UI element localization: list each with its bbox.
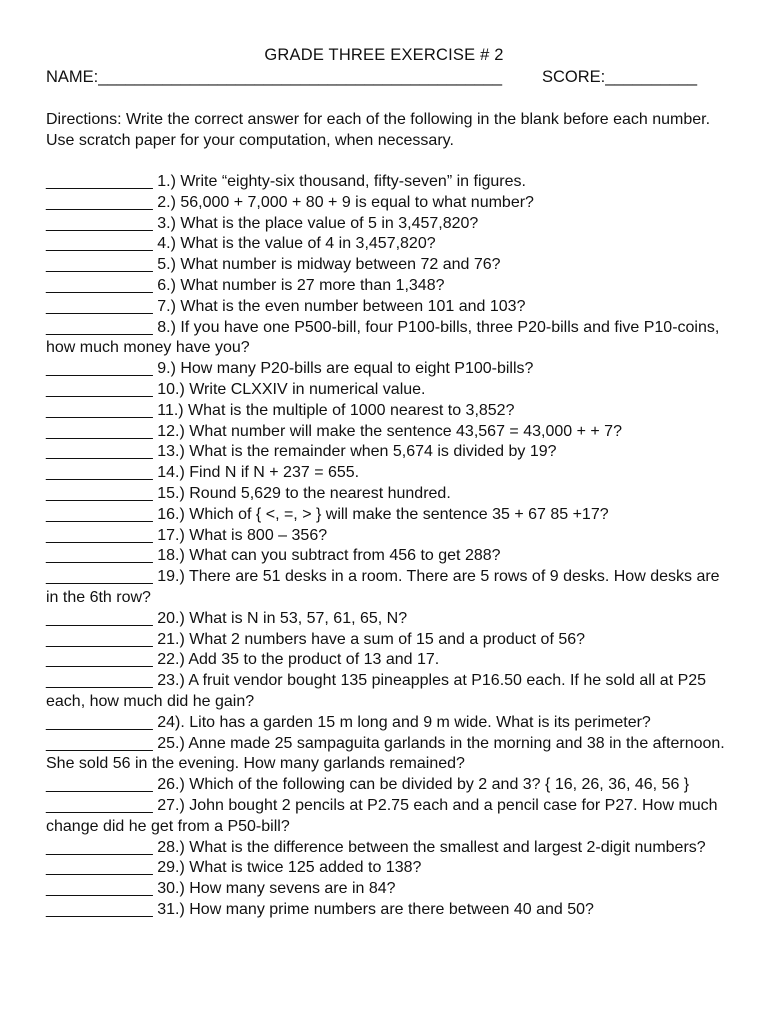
question-item: ____________ 29.) What is twice 125 added to 138?: [46, 859, 422, 877]
question-item: ____________ 11.) What is the multiple of 1000 nearest to 3,852?: [46, 401, 515, 419]
page-title: GRADE THREE EXERCISE # 2: [264, 46, 504, 64]
question-item: ____________ 27.) John bought 2 pencils at P2.75 each and a pencil case for P27. How much change did he get from a P50-bill?: [46, 796, 718, 835]
question-item: ____________ 13.) What is the remainder when 5,674 is divided by 19?: [46, 443, 557, 461]
question-item: ____________ 8.) If you have one P500-bill, four P100-bills, three P20-bills and five P10-coins, how much money have you?: [46, 318, 720, 357]
question-item: ____________ 18.) What can you subtract from 456 to get 288?: [46, 547, 501, 565]
question-item: ____________ 5.) What number is midway between 72 and 76?: [46, 256, 501, 274]
question-item: ____________ 20.) What is N in 53, 57, 61, 65, N?: [46, 609, 408, 627]
question-item: ____________ 24). Lito has a garden 15 m long and 9 m wide. What is its perimeter?: [46, 713, 651, 731]
question-item: ____________ 16.) Which of { <, =, > } will make the sentence 35 + 67 85 +17?: [46, 505, 609, 523]
question-item: ____________ 28.) What is the difference between the smallest and largest 2-digit numbers?: [46, 838, 706, 856]
question-item: ____________ 10.) Write CLXXIV in numerical value.: [46, 380, 426, 398]
question-item: ____________ 12.) What number will make the sentence 43,567 = 43,000 + + 7?: [46, 422, 622, 440]
question-item: ____________ 3.) What is the place value of 5 in 3,457,820?: [46, 214, 479, 232]
question-item: ____________ 17.) What is 800 – 356?: [46, 526, 328, 544]
question-item: ____________ 21.) What 2 numbers have a sum of 15 and a product of 56?: [46, 630, 586, 648]
question-item: ____________ 30.) How many sevens are in 84?: [46, 880, 396, 898]
question-item: ____________ 26.) Which of the following can be divided by 2 and 3? { 16, 26, 36, 46, 56 }: [46, 776, 690, 794]
question-item: ____________ 22.) Add 35 to the product of 13 and 17.: [46, 651, 440, 669]
score-field: SCORE:__________: [542, 68, 698, 86]
question-item: ____________ 25.) Anne made 25 sampaguita garlands in the morning and 38 in the afternoon. She sold 56 in the evening. How many garlands remained?: [46, 734, 725, 773]
name-score-line: [46, 68, 726, 87]
question-item: ____________ 4.) What is the value of 4 in 3,457,820?: [46, 235, 436, 253]
question-list: [46, 172, 726, 921]
directions-text: Directions: Write the correct answer for each of the following in the blank before each number. Use scratch paper for your computation, when necessary.: [46, 111, 711, 149]
question-item: ____________ 19.) There are 51 desks in a room. There are 5 rows of 9 desks. How desks are in the 6th row?: [46, 568, 720, 606]
question-item: ____________ 6.) What number is 27 more than 1,348?: [46, 276, 445, 294]
question-item: ____________ 7.) What is the even number between 101 and 103?: [46, 297, 526, 315]
question-item: ____________ 14.) Find N if N + 237 = 655.: [46, 464, 360, 482]
question-item: ____________ 1.) Write “eighty-six thousand, fifty-seven” in figures.: [46, 173, 526, 190]
question-item: ____________ 15.) Round 5,629 to the nearest hundred.: [46, 484, 451, 502]
question-item: ____________ 9.) How many P20-bills are equal to eight P100-bills?: [46, 360, 534, 378]
question-item: ____________ 23.) A fruit vendor bought 135 pineapples at P16.50 each. If he sold all at P25 each, how much did he gain?: [46, 672, 707, 710]
question-item: ____________ 2.) 56,000 + 7,000 + 80 + 9 is equal to what number?: [46, 193, 534, 211]
name-field: NAME:____________________________________________: [46, 68, 503, 86]
question-item: ____________ 31.) How many prime numbers are there between 40 and 50?: [46, 900, 594, 918]
